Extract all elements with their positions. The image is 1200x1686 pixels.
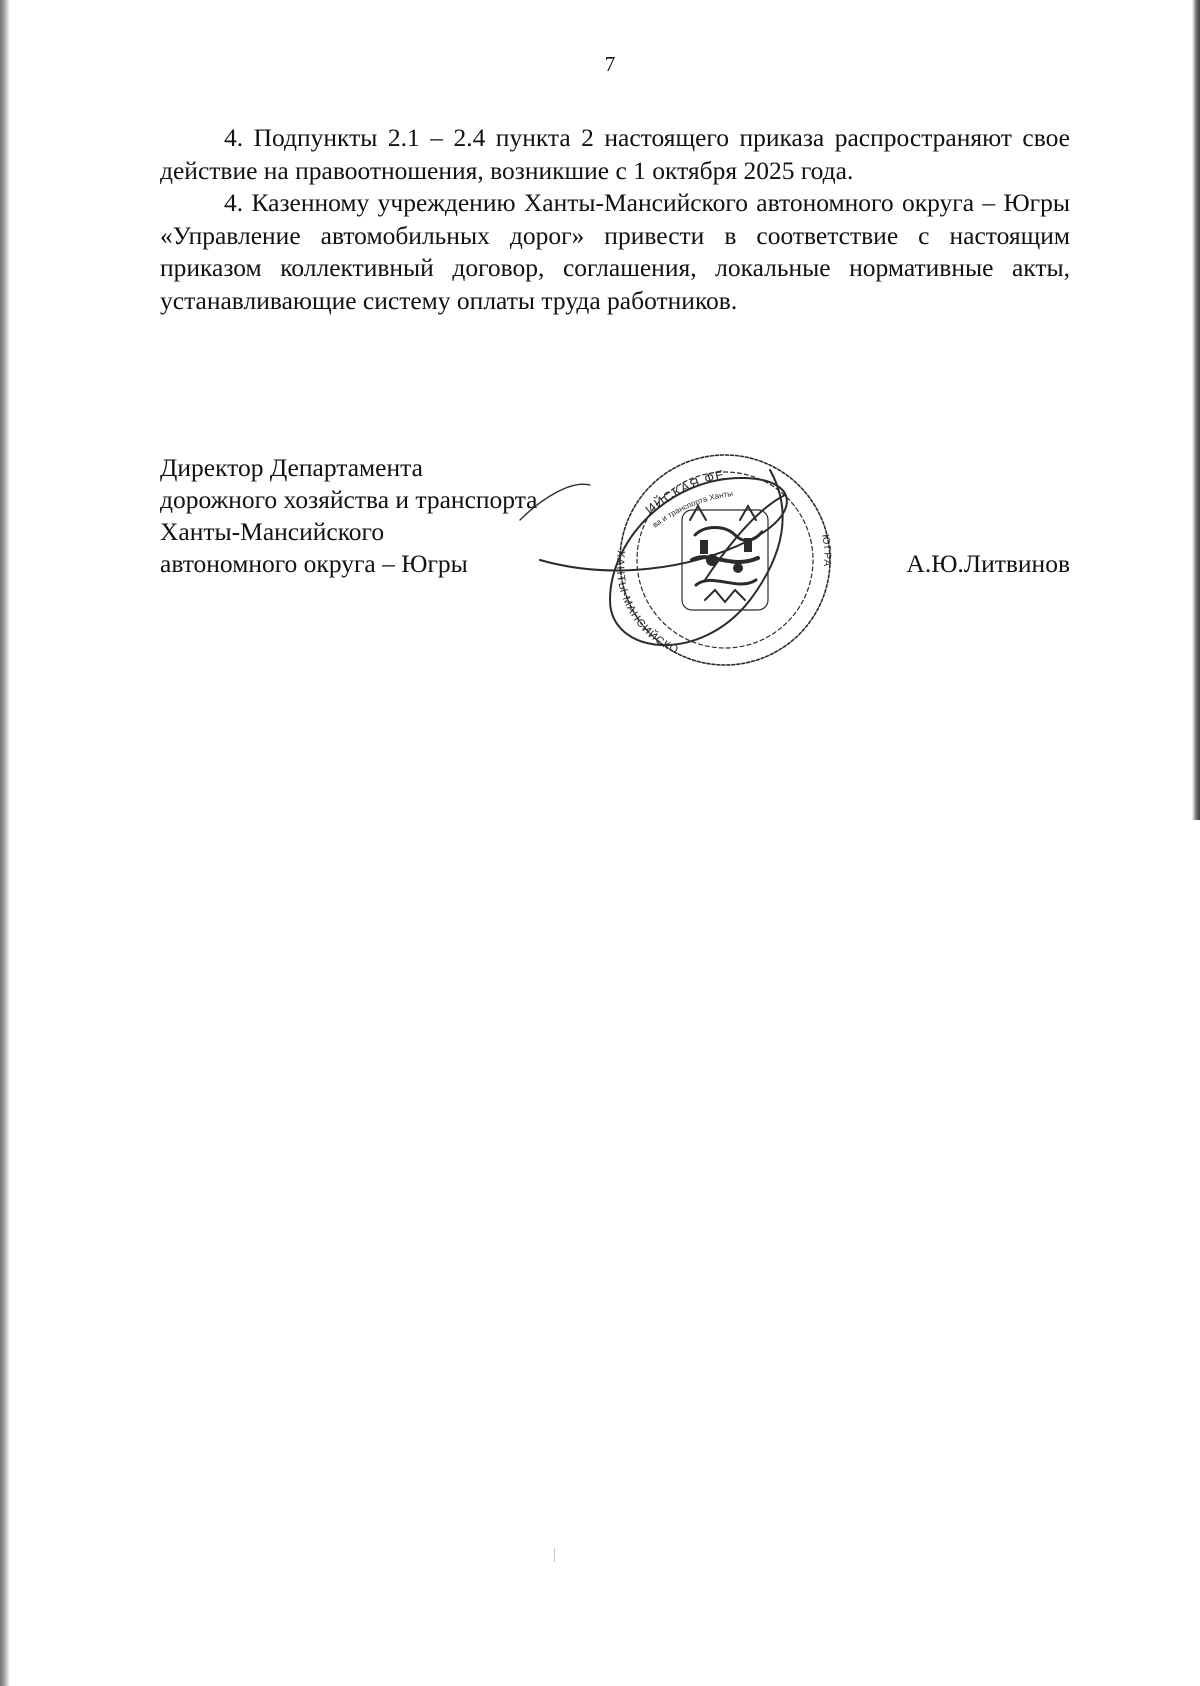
paragraph-1: 4. Подпункты 2.1 – 2.4 пункта 2 настоящего приказа распространяют свое действие на правоотношения, возникшие с 1 октября 2025 года.: [160, 123, 1070, 185]
scan-edge-left: [0, 0, 10, 1686]
stamp-left-text: ХАНТЫ-МАНСИЙСКО: [613, 549, 681, 657]
page-number: 7: [604, 52, 616, 76]
signer-position-line-4: автономного округа – Югры: [160, 549, 468, 578]
signature-block: [160, 452, 1070, 580]
stamp-right-text: ЮГРА: [819, 533, 833, 568]
signer-name: А.Ю.Литвинов: [906, 549, 1070, 578]
stamp-inner-text: ва и транспорта Ханты: [650, 488, 734, 530]
scan-artifact-mark: [554, 1548, 555, 1562]
signer-position-line-2: дорожного хозяйства и транспорта: [160, 485, 538, 514]
scan-edge-right: [1192, 0, 1200, 820]
paragraph-2: 4. Казенному учреждению Ханты-Мансийского автономного округа – Югры «Управление автомобильных дорог» привести в соответствие с настоящим приказом коллективный договор, соглашения, локальные нормативные акты, устанавливающие систему оплаты труда работников.: [160, 188, 1070, 315]
signer-position-line-3: Ханты-Мансийского: [160, 517, 385, 546]
signer-position-line-1: Директор Департамента: [160, 453, 423, 482]
document-body: [160, 122, 1070, 317]
stamp-top-text: ИЙСКАЯ ФЕ: [642, 466, 727, 518]
